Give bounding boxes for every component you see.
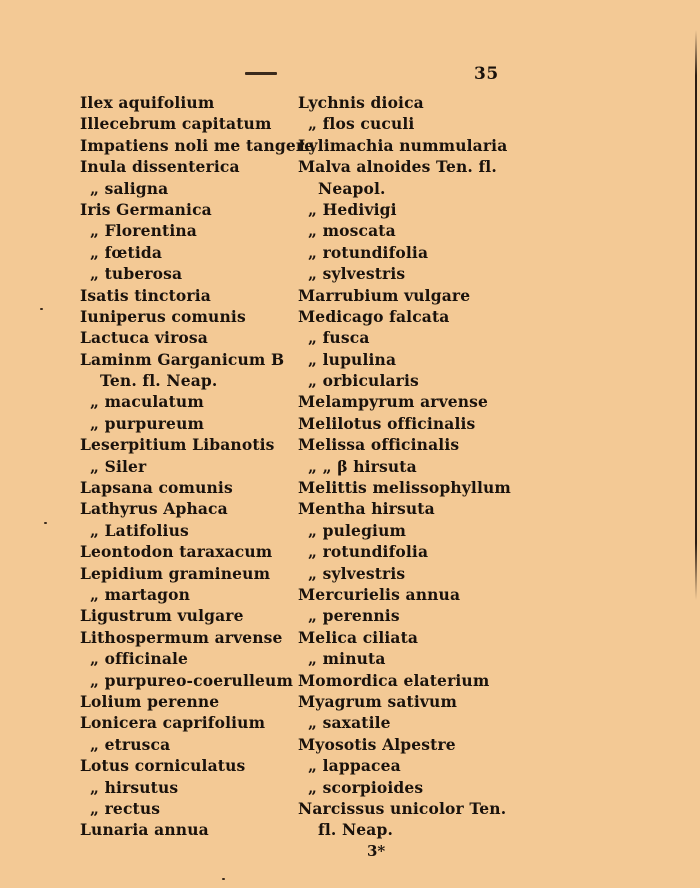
left-column-line: Iuniperus comunis	[80, 306, 246, 326]
right-column-line: Marrubium vulgare	[298, 285, 471, 305]
left-column-line: Lithospermum arvense	[80, 627, 283, 647]
left-column-line: „ Latifolius	[90, 520, 189, 540]
left-column-line: Lolium perenne	[80, 691, 220, 711]
left-column-line: „ rectus	[90, 798, 161, 818]
left-column-line: Leontodon taraxacum	[80, 542, 273, 562]
left-column-line: Ligustrum vulgare	[80, 606, 244, 626]
right-column-line: Melilotus officinalis	[298, 413, 476, 433]
left-column-line: „ Florentina	[90, 221, 198, 241]
right-column-line: „ orbicularis	[308, 371, 419, 391]
right-column-line: „ flos cuculi	[308, 114, 415, 134]
right-column-line: „ scorpioides	[308, 777, 424, 797]
left-column-line: Isatis tinctoria	[80, 285, 211, 305]
ink-speck	[222, 878, 225, 880]
left-column-line: Lonicera caprifolium	[80, 713, 266, 733]
left-column-line: Inula dissenterica	[80, 157, 240, 177]
left-column-line: Laminm Garganicum B	[80, 349, 285, 369]
right-column-line: Myagrum sativum	[298, 691, 458, 711]
left-column-line: Illecebrum capitatum	[80, 114, 272, 134]
right-column-line: Melica ciliata	[298, 627, 419, 647]
left-column-line: „ Siler	[90, 456, 147, 476]
right-column-line: Lychnis dioica	[298, 93, 424, 112]
right-column-line: „ rotundifolia	[308, 542, 429, 562]
right-column-line: „ lupulina	[308, 349, 397, 369]
left-column-line: „ officinale	[90, 649, 189, 669]
left-column-line: „ purpureum	[90, 413, 205, 433]
signature-mark: 3*	[367, 842, 386, 860]
left-column-line: „ martagon	[90, 584, 191, 604]
right-column-line: fl. Neap.	[318, 820, 394, 840]
right-column-line: Melissa officinalis	[298, 435, 460, 455]
right-column-line: Momordica elaterium	[298, 670, 490, 690]
right-column-line: Mercurielis annua	[298, 584, 461, 604]
right-column-line: Neapol.	[318, 178, 386, 198]
left-column-line: Leserpitium Libanotis	[80, 435, 275, 455]
right-column-line: „ fusca	[308, 328, 370, 348]
ink-speck	[44, 522, 47, 524]
right-column-line: Melittis melissophyllum	[298, 478, 511, 498]
left-column-line: Ten. fl. Neap.	[100, 371, 218, 391]
left-column-line: „ maculatum	[90, 392, 204, 412]
left-column-line: Lathyrus Aphaca	[80, 499, 228, 519]
left-column-line: Lapsana comunis	[80, 478, 233, 498]
ink-speck	[245, 72, 277, 75]
right-column-line: „ saxatile	[308, 713, 391, 733]
left-column-line: Iris Germanica	[80, 199, 212, 219]
right-column-line: Narcissus unicolor Ten.	[298, 798, 507, 818]
right-column-line: „ perennis	[308, 606, 400, 626]
right-column-line: „ rotundifolia	[308, 242, 429, 262]
left-column-line: Ilex aquifolium	[80, 93, 215, 112]
left-column-line: Impatiens noli me tangere	[80, 135, 315, 155]
right-column	[298, 92, 548, 841]
left-column-line: „ fœtida	[90, 242, 163, 262]
right-column-line: Medicago falcata	[298, 306, 450, 326]
right-column-line: „ Hedivigi	[308, 199, 397, 219]
right-column-line: „ sylvestris	[308, 563, 406, 583]
right-column-line: Lylimachia nummularia	[298, 135, 508, 155]
page-number: 35	[474, 64, 499, 84]
left-column-line: Lunaria annua	[80, 820, 209, 840]
right-column-line: Malva alnoides Ten. fl.	[298, 157, 497, 177]
right-column-line: „ pulegium	[308, 520, 407, 540]
left-column-line: Lepidium gramineum	[80, 563, 271, 583]
right-column-line: „ minuta	[308, 649, 386, 669]
right-column-line: Melampyrum arvense	[298, 392, 489, 412]
left-column-line: „ tuberosa	[90, 264, 183, 284]
right-column-line: Mentha hirsuta	[298, 499, 435, 519]
left-column-line: „ hirsutus	[90, 777, 179, 797]
left-column-line: „ purpureo-coerulleum	[90, 670, 294, 690]
page-edge-shadow	[695, 30, 697, 600]
left-column-line: Lotus corniculatus	[80, 756, 246, 776]
right-column-line: „ sylvestris	[308, 264, 406, 284]
left-column-line: Lactuca virosa	[80, 328, 208, 348]
left-column	[80, 92, 315, 841]
ink-speck	[40, 308, 43, 310]
left-column-line: „ saligna	[90, 178, 169, 198]
right-column-line: „ moscata	[308, 221, 396, 241]
left-column-line: „ etrusca	[90, 734, 171, 754]
right-column-line: Myosotis Alpestre	[298, 734, 456, 754]
right-column-line: „ lappacea	[308, 756, 401, 776]
right-column-line: „ „ β hirsuta	[308, 456, 417, 476]
